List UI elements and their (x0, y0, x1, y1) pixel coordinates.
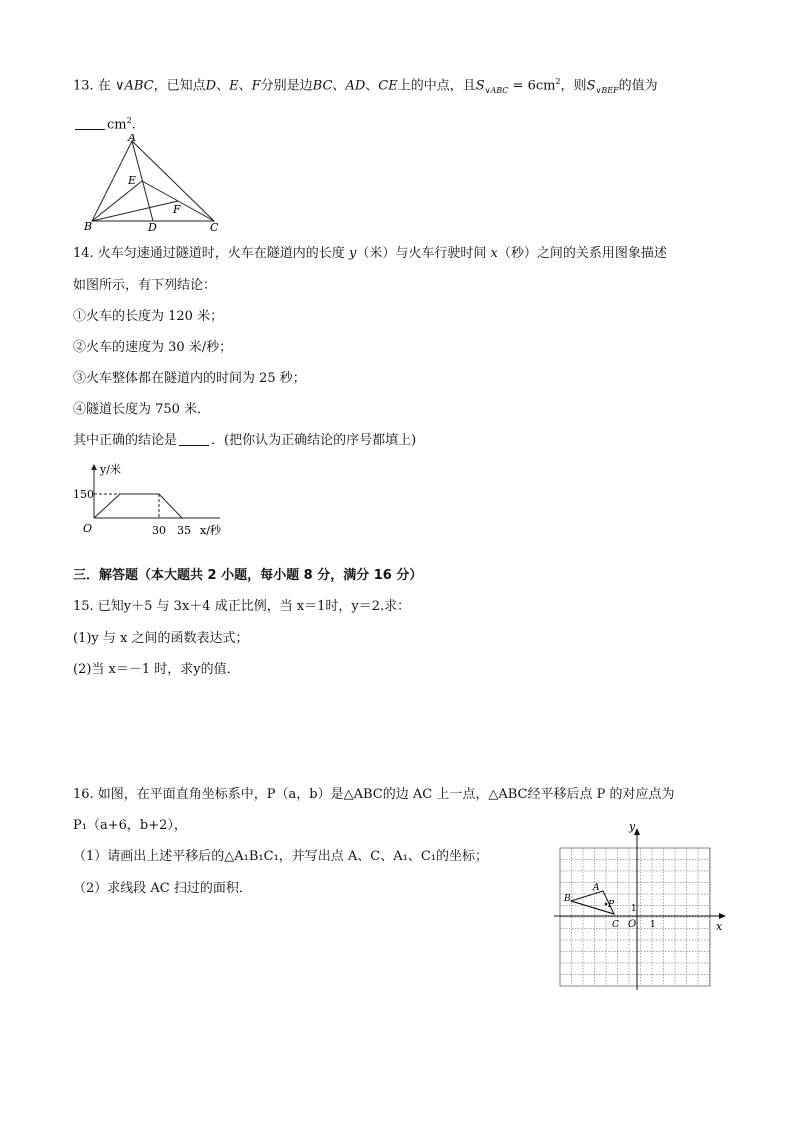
q13-area-abc-s: S (475, 78, 485, 94)
q13-area-abc-sub: ∨ABC (484, 85, 509, 95)
q16-part1: （1）请画出上述平移后的△A₁B₁C₁，并写出点 A、C、A₁、C₁的坐标； (73, 849, 489, 864)
q13-side-ce: CE (378, 78, 398, 94)
point-c-label: C (612, 920, 619, 930)
q14-ask-a: 其中正确的结论是 (73, 433, 178, 448)
q14-ask (73, 432, 416, 450)
q13-end: . (131, 117, 136, 133)
q15-line1: 15. 已知y＋5 与 3x＋4 成正比例，当 x＝1时，y＝2.求： (73, 599, 411, 614)
q16-line1: 16. 如图，在平面直角坐标系中，P（a，b）是△ABC的边 AC 上一点，△ABC经平移后点 P 的对应点为 (73, 787, 675, 802)
graph-line (94, 494, 182, 518)
q13-text-e: ，则 (560, 78, 587, 94)
point-a-label: A (593, 883, 600, 893)
label-d: D (148, 221, 157, 234)
label-c: C (210, 221, 219, 234)
q14-text-b: （米）与火车行驶时间 (356, 246, 487, 261)
q16-coordinate-grid (552, 824, 732, 992)
q16-line2: P₁（a+6，b+2）， (73, 818, 187, 833)
one-y-label: 1 (631, 904, 637, 914)
x-tick-35: 35 (177, 524, 191, 537)
q13-text-f: 的值为 (618, 78, 658, 94)
q13-sep3: 、 (332, 78, 346, 94)
label-f: F (173, 203, 181, 216)
q14-var-y: y (348, 246, 357, 261)
q13-line2 (73, 112, 136, 134)
q13-sep2: 、 (238, 78, 252, 94)
q14-answer-blank[interactable] (179, 433, 209, 446)
q13-side-ad: AD (345, 78, 366, 94)
q13-sep1: 、 (216, 78, 230, 94)
y-arrow-icon (91, 464, 97, 470)
q13-unit: cm (107, 117, 127, 133)
y-label: y (629, 824, 636, 833)
q14-conclusion-2: ②火车的速度为 30 米/秒； (73, 340, 233, 355)
q14-conclusion-1: ①火车的长度为 120 米； (73, 309, 224, 324)
label-a: A (128, 134, 136, 144)
q15-part1: (1)y 与 x 之间的函数表达式； (73, 631, 249, 646)
q13-point-f: F (251, 78, 261, 94)
y-tick-150: 150 (73, 488, 94, 501)
one-x-label: 1 (650, 920, 656, 930)
q13-area-bef-s: S (586, 78, 596, 94)
origin-label: O (628, 919, 637, 930)
point-p (605, 903, 608, 906)
q13-text-c: 分别是边 (260, 78, 313, 94)
x-axis-label: x/秒 (200, 524, 221, 537)
q13-unit-sup: 2 (126, 116, 132, 125)
label-e: E (128, 174, 137, 187)
q13-text-a: 在 (97, 78, 111, 94)
origin-label: O (83, 522, 93, 535)
q14-text-a: 14. 火车匀速通过隧道时，火车在隧道内的长度 (73, 246, 345, 261)
q13-number: 13. (73, 78, 94, 94)
q13-answer-blank[interactable] (75, 117, 105, 130)
point-b-label: B (564, 894, 571, 904)
label-b: B (84, 220, 93, 233)
q13-sep4: 、 (365, 78, 379, 94)
q13-triangle-figure (80, 134, 230, 234)
q13-point-e: E (229, 78, 239, 94)
q14-line2: 如图所示，有下列结论： (73, 278, 217, 293)
q13-point-d: D (205, 78, 217, 94)
triangle-abc-outline (92, 141, 214, 221)
q14-var-x: x (490, 246, 498, 261)
q13-area-abc-value: = 6cm (508, 78, 556, 94)
q13-text-b: ，已知点 (153, 78, 206, 94)
grid-lines (560, 848, 710, 986)
q14-text-c: （秒）之间的关系用图象描述 (497, 246, 667, 261)
q14-line1 (73, 245, 667, 263)
x-arrow-icon (719, 913, 726, 919)
y-axis-label: y/米 (100, 463, 121, 476)
q13-line1 (73, 73, 658, 100)
q13-triangle-abc: ∨ABC (114, 78, 154, 94)
q16-part2: （2）求线段 AC 扫过的面积． (73, 881, 252, 896)
point-p-label: P (608, 900, 615, 910)
q13-side-bc: BC (312, 78, 333, 94)
q14-graph (72, 462, 232, 538)
q13-area-bef-sub: ∨BEF (595, 85, 619, 95)
q15-part2: (2)当 x＝－1 时，求y的值． (73, 662, 240, 677)
x-tick-30: 30 (152, 524, 166, 537)
q13-area-abc-sup: 2 (555, 77, 561, 86)
section-3-heading: 三．解答题（本大题共 2 小题，每小题 8 分，满分 16 分） (73, 568, 423, 583)
q13-text-d: 上的中点，且 (397, 78, 476, 94)
q14-conclusion-3: ③火车整体都在隧道内的时间为 25 秒； (73, 371, 306, 386)
x-label: x (716, 920, 723, 933)
q14-conclusion-4: ④隧道长度为 750 米． (73, 402, 211, 417)
q14-ask-b: ．(把你认为正确结论的序号都填上) (211, 433, 417, 448)
